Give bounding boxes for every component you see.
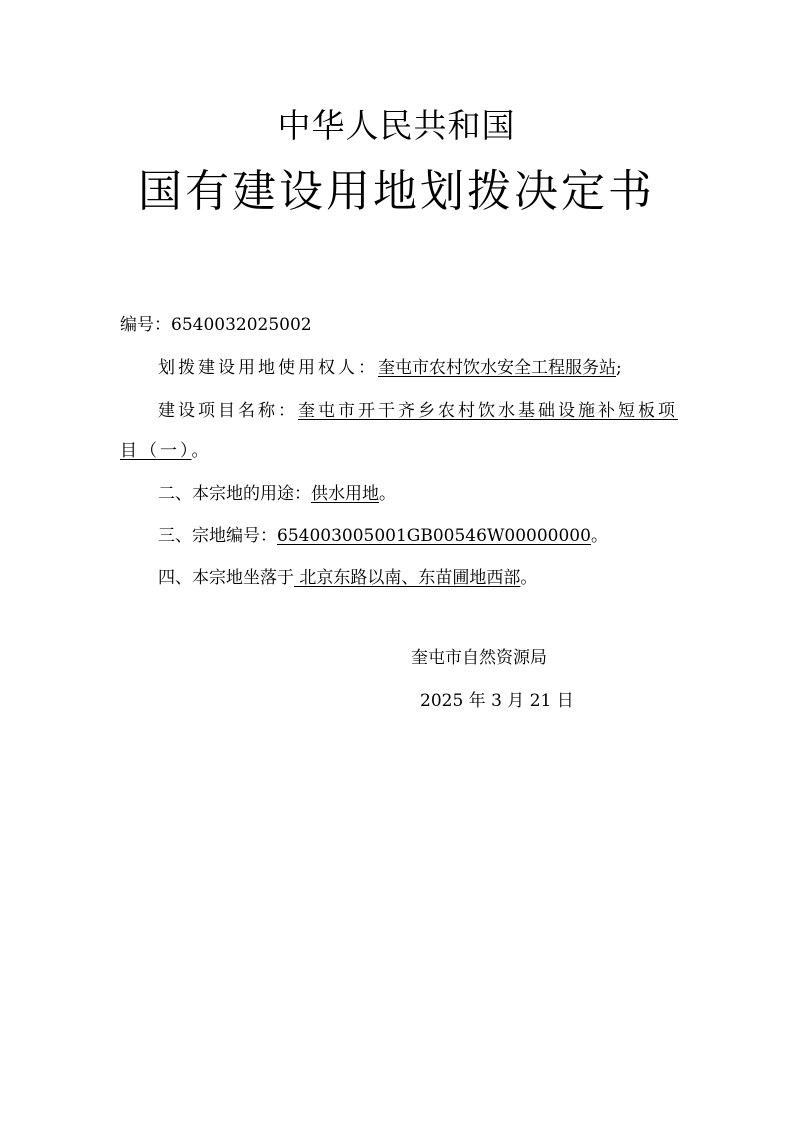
holder-label: 划拨建设用地使用权人： bbox=[158, 358, 378, 378]
project-label: 建设项目名称： bbox=[158, 401, 298, 421]
project-value-line1: 奎屯市开干齐乡农村饮水基础设施补短板项 bbox=[298, 401, 678, 421]
location-value: 北京东路以南、东苗圃地西部 bbox=[294, 568, 521, 588]
number-line bbox=[120, 313, 312, 337]
issue-date: 2025 年 3 月 21 日 bbox=[420, 691, 574, 711]
parcel-number-end: 。 bbox=[590, 526, 608, 546]
location-end: 。 bbox=[520, 568, 538, 588]
parcel-number-label: 三、宗地编号： bbox=[158, 526, 277, 546]
project-value-line2: 目（一） bbox=[120, 441, 192, 461]
issuer-name: 奎屯市自然资源局 bbox=[411, 648, 547, 668]
document-title: 国有建设用地划拨决定书 bbox=[138, 166, 655, 217]
holder-value: 奎屯市农村饮水安全工程服务站 bbox=[378, 358, 616, 378]
project-line-2 bbox=[120, 439, 209, 463]
project-end: 。 bbox=[191, 441, 209, 461]
country-heading: 中华人民共和国 bbox=[277, 106, 516, 145]
holder-line bbox=[158, 356, 622, 380]
holder-end: ; bbox=[616, 358, 622, 378]
parcel-number-line bbox=[158, 524, 608, 548]
location-label: 四、本宗地坐落于 bbox=[158, 568, 294, 588]
usage-value: 供水用地 bbox=[311, 484, 379, 504]
number-value: 6540032025002 bbox=[171, 315, 312, 335]
project-line-1 bbox=[158, 399, 678, 423]
number-label: 编号： bbox=[120, 315, 171, 335]
usage-end: 。 bbox=[379, 484, 396, 504]
usage-line bbox=[158, 482, 396, 506]
parcel-number-value: 654003005001GB00546W00000000 bbox=[277, 526, 591, 546]
usage-label: 二、本宗地的用途： bbox=[158, 484, 311, 504]
location-line bbox=[158, 566, 537, 590]
